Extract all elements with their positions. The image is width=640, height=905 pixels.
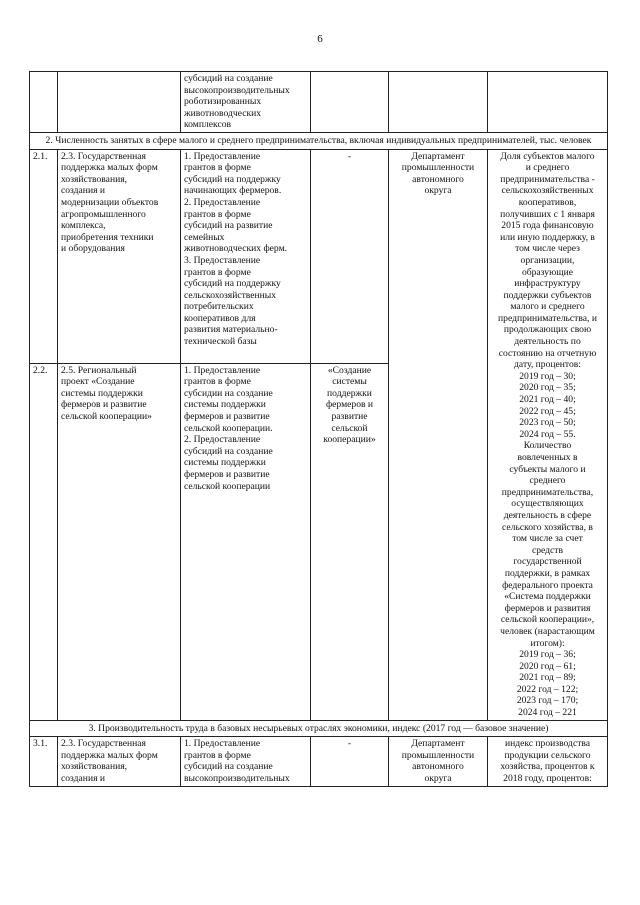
table-row — [30, 737, 608, 786]
project-cell: - — [311, 149, 389, 363]
indicator-cell — [488, 72, 608, 133]
num-cell: 3.1. — [30, 737, 58, 786]
num-cell: 2.1. — [30, 149, 58, 363]
num-cell: 2.2. — [30, 363, 58, 720]
program-cell: 2.5. Региональный проект «Создание системы поддержки фермеров и развитие сельской кооперации» — [58, 363, 181, 720]
section-header-row — [30, 720, 608, 737]
measures-cell: 1. Предоставление грантов в форме субсидий на создание высокопроизводительных — [181, 737, 311, 786]
project-cell — [311, 72, 389, 133]
program-table — [29, 71, 608, 787]
table-row — [30, 149, 608, 363]
indicator-cell: Доля субъектов малого и среднего предпринимательства - сельскохозяйственных кооперативов, получивших с 1 января 2015 года финансовую или иную поддержку, в том числе через организации, образующие инфраструктуру поддержки субъектов малого и среднего предпринимательства, и продолжающих свою деятельность по состоянию на отчетную дату, процентов: 2019 год – 30; 2020 год – 35; 2021 год – 40; 2022 год – 45; 2023 год – 50; 2024 год – 55. Количество вовлеченных в субъекты малого и среднего предпринимательства, осуществляющих деятельность в сфере сельского хозяйства, в том числе за счет средств государственной поддержки, в рамках федерального проекта «Система поддержки фермеров и развития сельской кооперации», человек (нарастающим итогом): 2019 год – 36; 2020 год – 61; 2021 год – 89; 2022 год – 122; 2023 год – 170; 2024 год – 221 — [488, 149, 608, 720]
responsible-cell — [389, 72, 488, 133]
program-cell: 2.3. Государственная поддержка малых форм хозяйствования, создания и модернизации объектов агропромышленного комплекса, приобретения техники и оборудования — [58, 149, 181, 363]
program-cell — [58, 72, 181, 133]
section-3-header: 3. Производительность труда в базовых несырьевых отраслях экономики, индекс (2017 год — базовое значение) — [30, 720, 608, 737]
measures-cell: субсидий на создание высокопроизводительных роботизированных животноводческих комплексов — [181, 72, 311, 133]
measures-cell: 1. Предоставление грантов в форме субсидий на поддержку начинающих фермеров. 2. Предоставление грантов в форме субсидий на развитие семейных животноводческих ферм. 3. Предоставление грантов в форме субсидий на поддержку сельскохозяйственных потребительских кооперативов для развития материально- технической базы — [181, 149, 311, 363]
section-header-row — [30, 132, 608, 149]
section-2-header: 2. Численность занятых в сфере малого и среднего предпринимательства, включая индивидуальных предпринимателей, тыс. человек — [30, 132, 608, 149]
page-number: 6 — [317, 33, 323, 45]
responsible-cell: Департамент промышленности автономного округа — [389, 149, 488, 720]
indicator-cell: индекс производства продукции сельского хозяйства, процентов к 2018 году, процентов: — [488, 737, 608, 786]
num-cell — [30, 72, 58, 133]
project-cell: «Создание системы поддержки фермеров и развитие сельской кооперации» — [311, 363, 389, 720]
responsible-cell: Департамент промышленности автономного округа — [389, 737, 488, 786]
program-cell: 2.3. Государственная поддержка малых форм хозяйствования, создания и — [58, 737, 181, 786]
measures-cell: 1. Предоставление грантов в форме субсидии на создание системы поддержки фермеров и развитие сельской кооперации. 2. Предоставление субсидий на создание системы поддержки фермеров и развитие сельской кооперации — [181, 363, 311, 720]
project-cell: - — [311, 737, 389, 786]
table-row — [30, 72, 608, 133]
